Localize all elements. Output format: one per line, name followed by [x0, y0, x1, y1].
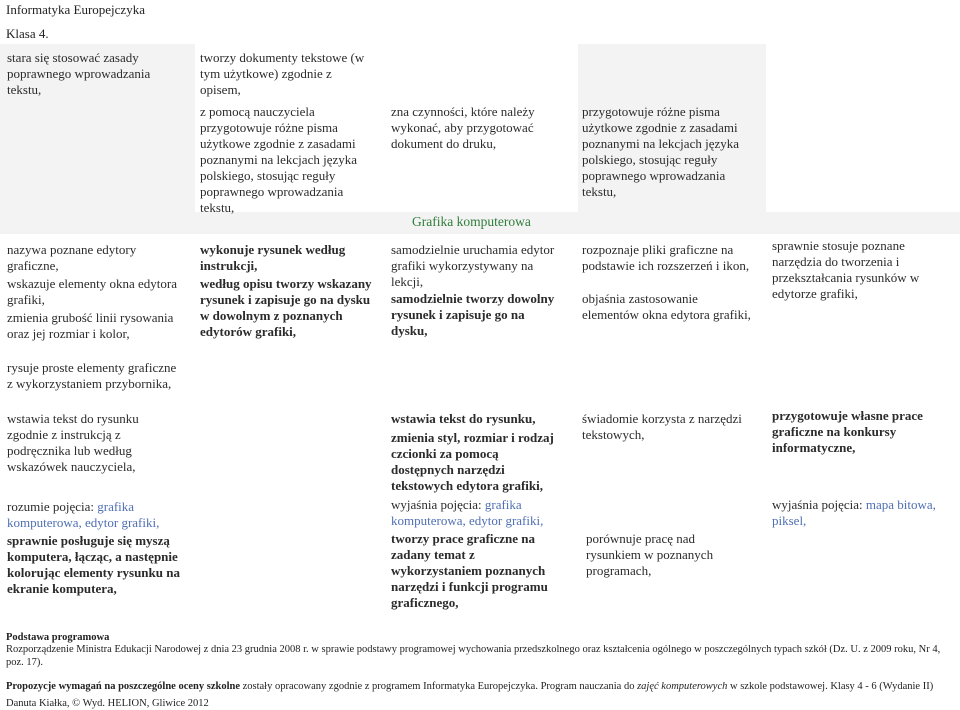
row3-col1-terms: grafika komputerowa, edytor grafiki,: [7, 499, 160, 530]
row1-col1-text-a: nazywa poznane edytory graficzne,: [7, 242, 137, 273]
row0-col2-text-a: tworzy dokumenty tekstowe (w tym użytkowe) zgodnie z opisem,: [200, 50, 365, 97]
row3-col5-text: [772, 497, 952, 529]
footer-regulation: Rozporządzenie Ministra Edukacji Narodowej z dnia 23 grudnia 2008 r. w sprawie podstawy programowej wychowania przedszkolnego oraz kształcenia ogólnego w poszczególnych typach szkół (Dz. U. z 2009 roku, Nr 4, poz. 17).: [6, 644, 941, 668]
section-title-grafika: Grafika komputerowa: [412, 214, 531, 229]
row3-col3-text-a: [391, 497, 566, 529]
footer-note-rest-1: zostały opracowany zgodnie z programem Informatyka Europejczyka. Program nauczania do: [239, 681, 638, 692]
grade-title: Klasa 4.: [6, 26, 49, 41]
row1-col1-text-c: zmienia grubość linii rysowania oraz jej rozmiar i kolor,: [7, 310, 174, 341]
footer-note: [6, 680, 956, 693]
row1-col1-text-b: wskazuje elementy okna edytora grafiki,: [7, 276, 178, 307]
row1-col2-text-b: według opisu tworzy wskazany rysunek i zapisuje go na dysku w dowolnym z poznanych edytorów grafiki,: [200, 276, 372, 339]
course-title: Informatyka Europejczyka: [6, 2, 145, 17]
row3-col1-prefix: rozumie pojęcia:: [7, 499, 94, 514]
row2-col5-text: przygotowuje własne prace graficzne na konkursy informatyczne,: [772, 408, 923, 455]
row1-col4-text-b: objaśnia zastosowanie elementów okna edytora grafiki,: [582, 291, 751, 322]
footer-note-bold: Propozycje wymagań na poszczególne oceny szkolne: [6, 681, 240, 692]
footer-author: Danuta Kiałka, © Wyd. HELION, Gliwice 2012: [6, 698, 209, 709]
row0-col2-text-b: z pomocą nauczyciela przygotowuje różne pisma użytkowe zgodnie z zasadami poznanymi na lekcjach języka polskiego, stosując reguły poprawnego wprowadzania tekstu,: [200, 104, 358, 215]
footer-note-rest-2: w szkole podstawowej. Klasy 4 - 6 (Wydanie II): [727, 681, 934, 692]
row1-col4-text-a: rozpoznaje pliki graficzne na podstawie ich rozszerzeń i ikon,: [582, 242, 750, 273]
row3-col1-text-b: sprawnie posługuje się myszą komputera, łącząc, a następnie kolorując elementy rysunku na ekranie komputera,: [7, 533, 180, 596]
row3-col5-prefix: wyjaśnia pojęcia:: [772, 497, 863, 512]
row3-col3-text-b: tworzy prace graficzne na zadany temat z wykorzystaniem poznanych narzędzi i funkcji programu graficznego,: [391, 531, 548, 610]
row0-col4-text: przygotowuje różne pisma użytkowe zgodnie z zasadami poznanymi na lekcjach języka polskiego, stosując reguły poprawnego wprowadzania tekstu,: [582, 104, 740, 199]
row3-col4-text: porównuje pracę nad rysunkiem w poznanych programach,: [586, 531, 714, 578]
row3-col1-text-a: [7, 499, 182, 531]
row0-col3-text: zna czynności, które należy wykonać, aby przygotować dokument do druku,: [391, 104, 535, 151]
row1-col5-text: sprawnie stosuje poznane narzędzia do tworzenia i przekształcania rysunków w edytorze grafiki,: [772, 238, 920, 301]
row1-col3-text-b: samodzielnie tworzy dowolny rysunek i zapisuje go na dysku,: [391, 291, 555, 338]
row3-col5-terms: mapa bitowa, piksel,: [772, 497, 936, 528]
row2-col3-text-a: wstawia tekst do rysunku,: [391, 411, 536, 426]
row1-col1-text-d: rysuje proste elementy graficzne z wykorzystaniem przybornika,: [7, 360, 177, 391]
row2-col3-text-b: zmienia styl, rozmiar i rodzaj czcionki za pomocą dostępnych narzędzi tekstowych edytora grafiki,: [391, 430, 554, 493]
row0-col1-text: stara się stosować zasady poprawnego wprowadzania tekstu,: [7, 50, 151, 97]
row3-col3-prefix: wyjaśnia pojęcia:: [391, 497, 482, 512]
row1-col2-text-a: wykonuje rysunek według instrukcji,: [200, 242, 346, 273]
row1-col3-text-a: samodzielnie uruchamia edytor grafiki wykorzystywany na lekcji,: [391, 242, 555, 289]
row3-col3-terms: grafika komputerowa, edytor grafiki,: [391, 497, 544, 528]
row2-col4-text: świadomie korzysta z narzędzi tekstowych,: [582, 411, 742, 442]
footer-heading: Podstawa programowa: [6, 632, 110, 643]
footer-note-italic: zajęć komputerowych: [637, 681, 728, 692]
row2-col1-text: wstawia tekst do rysunku zgodnie z instrukcją z podręcznika lub według wskazówek nauczyciela,: [7, 411, 139, 474]
